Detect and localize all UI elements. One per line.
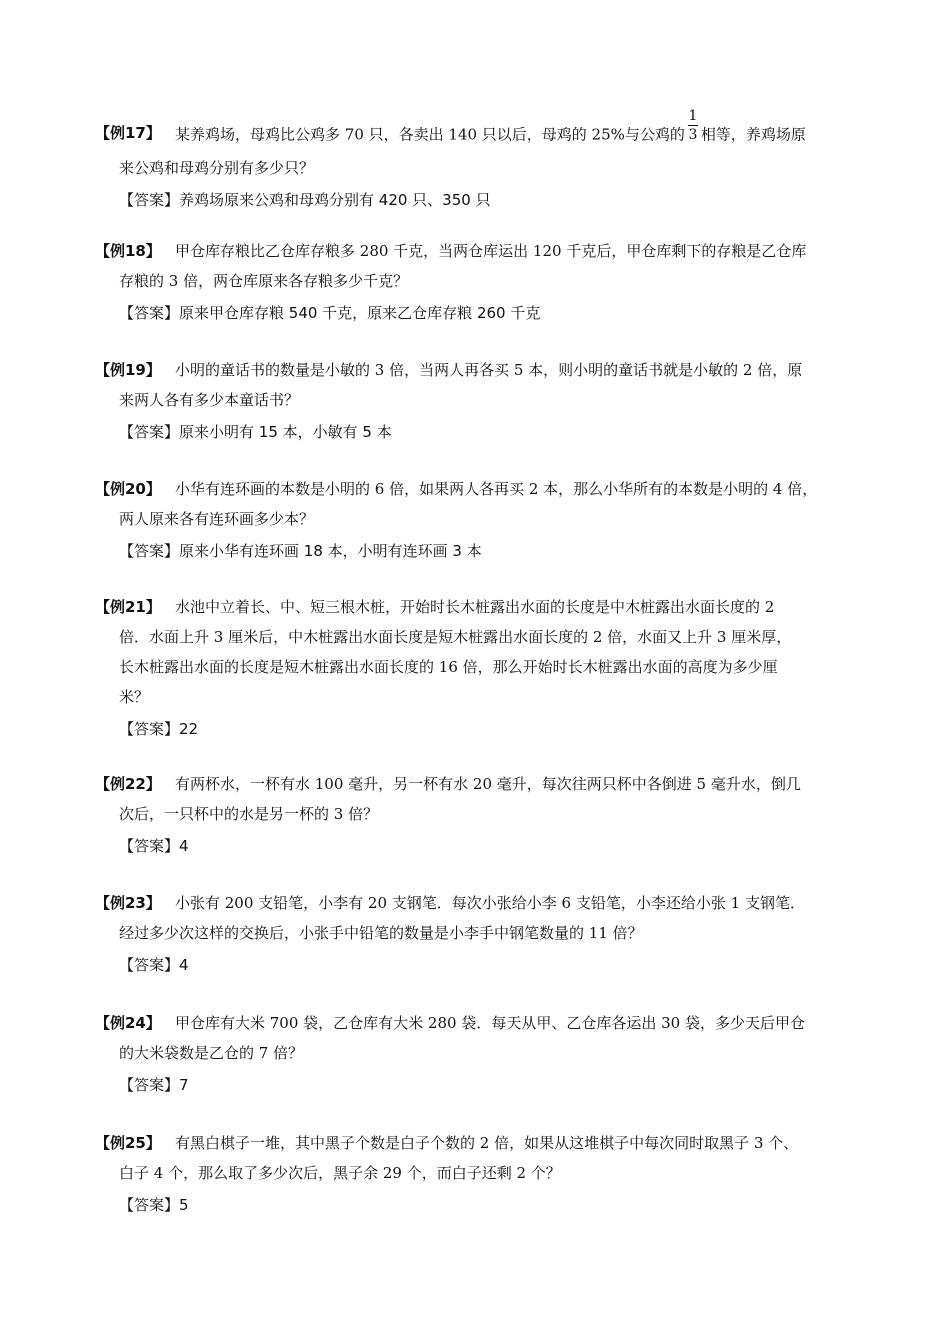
answer-label: 【答案】 [119, 837, 180, 855]
answer-label: 【答案】 [119, 1076, 180, 1094]
question-text: 小明的童话书的数量是小敏的 3 倍，当两人再各买 5 本，则小明的童话书就是小敏的 2 倍，原 [175, 361, 803, 379]
question-continuation: 存粮的 3 倍，两仓库原来各存粮多少千克？ [119, 272, 409, 290]
problem-label: 【例18】 [95, 242, 161, 260]
question-continuation: 经过多少次这样的交换后，小张手中铅笔的数量是小李手中钢笔数量的 11 倍？ [119, 924, 643, 942]
problem-17 [95, 108, 875, 215]
problem-label: 【例24】 [95, 1014, 161, 1032]
answer-line [95, 185, 875, 215]
answer-label: 【答案】 [119, 1196, 180, 1214]
fraction-numerator: 1 [688, 108, 698, 124]
answer-line [95, 950, 875, 980]
question-text: 甲仓库存粮比乙仓库存粮多 280 千克，当两仓库运出 120 千克后，甲仓库剩下的存粮是乙仓库 [175, 242, 807, 260]
problem-label: 【例21】 [95, 598, 161, 616]
problem-22 [95, 769, 875, 861]
problem-25 [95, 1128, 875, 1220]
answer-text: 7 [179, 1076, 189, 1094]
answer-label: 【答案】 [119, 304, 180, 322]
answer-text: 原来小明有 15 本，小敏有 5 本 [179, 423, 392, 441]
answer-line [95, 1190, 875, 1220]
question-continuation: 两人原来各有连环画多少本？ [119, 510, 315, 528]
answer-text: 原来小华有连环画 18 本，小明有连环画 3 本 [179, 542, 482, 560]
problem-21 [95, 592, 875, 744]
problem-20 [95, 474, 875, 566]
answer-text: 4 [179, 956, 189, 974]
question-text: 某养鸡场，母鸡比公鸡多 70 只，各卖出 140 只以后，母鸡的 25%与公鸡的 [175, 125, 685, 144]
question-text: 水池中立着长、中、短三根木桩，开始时长木桩露出水面的长度是中木桩露出水面长度的 2 [175, 598, 775, 616]
answer-line [95, 831, 875, 861]
problem-label: 【例20】 [95, 480, 161, 498]
question-continuation: 的大米袋数是乙仓的 7 倍？ [119, 1044, 304, 1062]
answer-line [95, 536, 875, 566]
question-continuation: 米？ [119, 688, 150, 706]
question-text: 小华有连环画的本数是小明的 6 倍，如果两人各再买 2 本，那么小华所有的本数是小明的 4 倍， [175, 480, 818, 498]
question-text: 相等，养鸡场原 [700, 125, 806, 144]
question-continuation: 长木桩露出水面的长度是短木桩露出水面长度的 16 倍，那么开始时长木桩露出水面的高度为多少厘 [119, 658, 778, 676]
answer-line [95, 417, 875, 447]
question-continuation: 倍．水面上升 3 厘米后，中木桩露出水面长度是短木桩露出水面长度的 2 倍，水面又上升 3 厘米厚， [119, 628, 792, 646]
answer-text: 22 [179, 720, 199, 738]
question-continuation: 次后，一只杯中的水是另一杯的 3 倍？ [119, 805, 379, 823]
problem-18 [95, 236, 875, 328]
answer-label: 【答案】 [119, 191, 180, 209]
answer-text: 5 [179, 1196, 189, 1214]
answer-label: 【答案】 [119, 956, 180, 974]
problem-label: 【例25】 [95, 1134, 161, 1152]
problem-label: 【例19】 [95, 361, 161, 379]
problem-label: 【例17】 [95, 124, 161, 142]
problem-label: 【例22】 [95, 775, 161, 793]
answer-label: 【答案】 [119, 542, 180, 560]
question-continuation: 来两人各有多少本童话书？ [119, 391, 300, 409]
fraction-one-third [688, 108, 698, 143]
question-continuation: 白子 4 个，那么取了多少次后，黑子余 29 个，而白子还剩 2 个？ [119, 1164, 561, 1182]
problem-label: 【例23】 [95, 894, 161, 912]
answer-line [95, 714, 875, 744]
problem-19 [95, 355, 875, 447]
fraction-denominator: 3 [688, 127, 698, 143]
problem-23 [95, 888, 875, 980]
question-text: 甲仓库有大米 700 袋，乙仓库有大米 280 袋．每天从甲、乙仓库各运出 30 袋，多少天后甲仓 [175, 1014, 805, 1032]
answer-label: 【答案】 [119, 720, 180, 738]
answer-line [95, 1070, 875, 1100]
question-text: 小张有 200 支铅笔，小李有 20 支钢笔．每次小张给小李 6 支铅笔，小李还给小张 1 支钢笔． [175, 894, 805, 912]
question-text: 有两杯水，一杯有水 100 毫升，另一杯有水 20 毫升，每次往两只杯中各倒进 5 毫升水，倒几 [175, 775, 801, 793]
answer-line [95, 298, 875, 328]
question-text: 有黑白棋子一堆，其中黑子个数是白子个数的 2 倍，如果从这堆棋子中每次同时取黑子 3 个、 [175, 1134, 799, 1152]
answer-text: 原来甲仓库存粮 540 千克，原来乙仓库存粮 260 千克 [179, 304, 541, 322]
answer-text: 养鸡场原来公鸡和母鸡分别有 420 只、350 只 [179, 191, 491, 209]
answer-label: 【答案】 [119, 423, 180, 441]
question-continuation: 来公鸡和母鸡分别有多少只？ [119, 159, 315, 177]
answer-text: 4 [179, 837, 189, 855]
problem-24 [95, 1008, 875, 1100]
